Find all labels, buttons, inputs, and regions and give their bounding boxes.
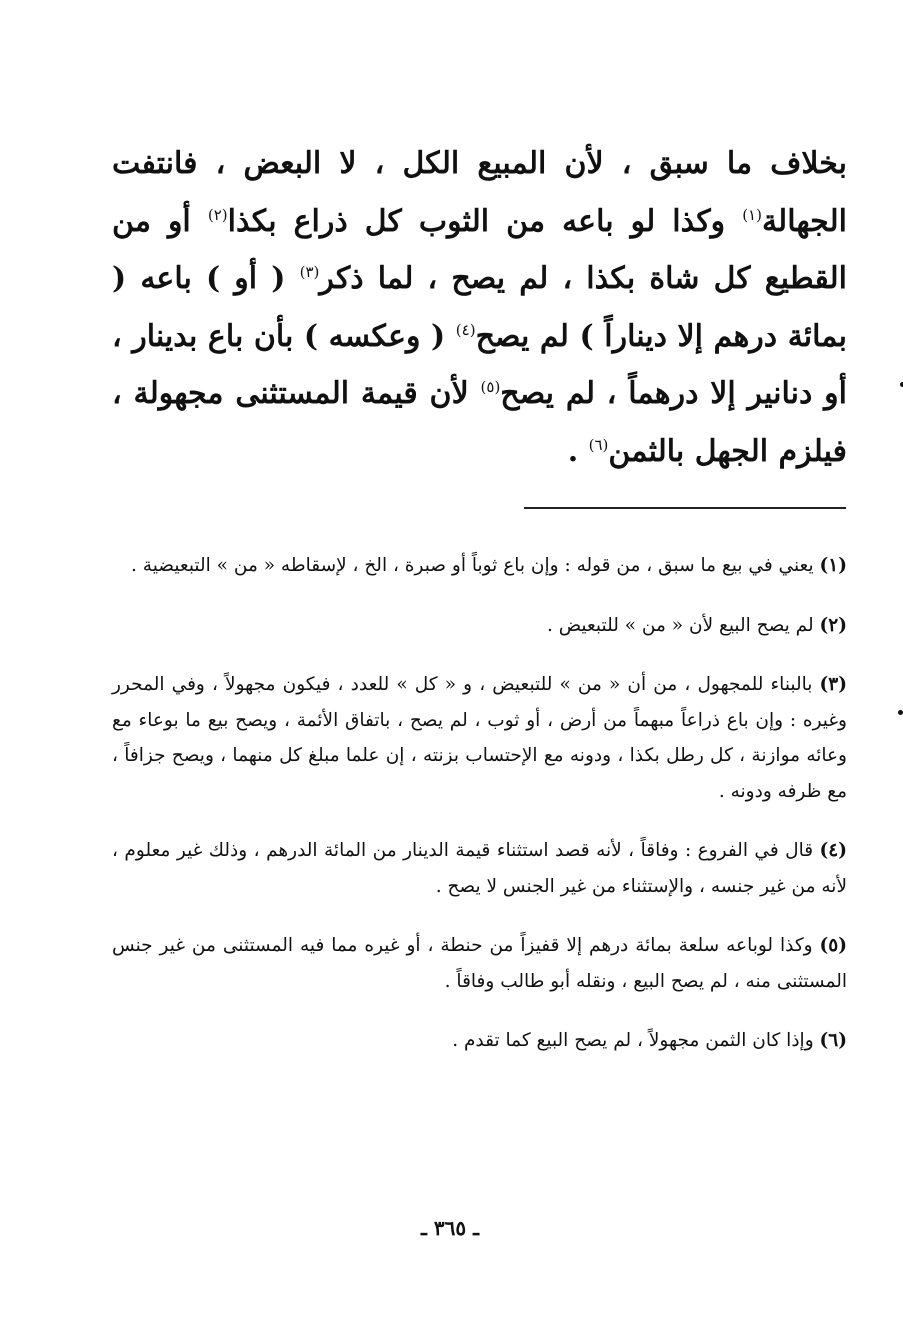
- footnote-divider: [524, 507, 846, 509]
- footnote-text: لم يصح البيع لأن « من » للتبعيض .: [546, 614, 814, 636]
- footnote-text: يعني في بيع ما سبق ، من قوله : وإن باع ثوباً أو صبرة ، الخ ، لإسقاطه « من » التبعيضية .: [131, 555, 814, 576]
- footnote-number: (٦): [819, 1030, 847, 1051]
- footnote-number: (١): [819, 555, 847, 576]
- main-text-part-5: ( وعكسه ) بأن باع بدينار ، أو دنانير إلا درهماً ، لم يصح: [112, 318, 847, 411]
- footnote-text: قال في الفروع : وفاقاً ، لأنه قصد استثناء قيمة الدينار من المائة الدرهم ، وذلك غير معلوم ، لأنه من غير جنسه ، والإستثناء من غير الجنس لا يصح .: [112, 840, 847, 897]
- main-text-part-2: وكذا لو باعه من الثوب كل ذراع بكذا: [227, 203, 743, 239]
- footnote-number: (٢): [819, 614, 847, 636]
- main-text: [112, 135, 847, 480]
- footnote-marker-1: (١): [742, 205, 762, 224]
- footnote-text: وإذا كان الثمن مجهولاً ، لم يصح البيع كما تقدم .: [452, 1030, 814, 1051]
- footnote-marker-6: (٦): [588, 435, 609, 454]
- margin-dot: [898, 710, 903, 715]
- footnote-6: [112, 1023, 847, 1059]
- footnote-5: [112, 928, 847, 999]
- main-text-part-3: أو من القطيع كل شاة بكذا ، لم يصح ، لما ذكر: [112, 203, 847, 296]
- footnote-2: [112, 608, 847, 644]
- main-paragraph: [112, 135, 847, 480]
- main-text-part-4: ( أو ) باعه ( بمائة درهم إلا ديناراً ) لم يصح: [112, 261, 847, 354]
- footnote-1: [112, 548, 847, 584]
- footnote-marker-3: (٣): [299, 263, 320, 281]
- footnote-number: (٤): [819, 840, 847, 861]
- footnote-3: [112, 667, 847, 809]
- main-text-part-1: بخلاف ما سبق ، لأن المبيع الكل ، لا البعض ، فانتفت الجهالة: [112, 146, 848, 239]
- footnote-4: [112, 833, 847, 904]
- footnote-number: (٥): [819, 935, 847, 956]
- footnote-marker-5: (٥): [480, 378, 501, 396]
- footnote-text: وكذا لوباعه سلعة بمائة درهم إلا قفيزاً من حنطة ، أو غيره مما فيه المستثنى من غير جنس المستثنى منه ، لم يصح البيع ، ونقله أبو طالب وفاقاً .: [112, 935, 847, 992]
- main-text-part-7: .: [567, 433, 589, 469]
- footnote-number: (٣): [819, 674, 847, 695]
- main-text-part-6: لأن قيمة المستثنى مجهولة ، فيلزم الجهل بالثمن: [112, 376, 847, 469]
- page-number: ـ ٣٦٥ ـ: [421, 1216, 479, 1240]
- footnote-text: بالبناء للمجهول ، من أن « من » للتبعيض ، و « كل » للعدد ، فيكون مجهولاً ، وفي المحرر وغيره : وإن باع ذراعاً مبهماً من أرض ، أو ثوب ، لم يصح ، باتفاق الأئمة ، ويصح بيع ما بوعاء مع وعائه موازنة ، كل رطل بكذا ، ودونه مع الإحتساب بزنته ، إن علما مبلغ كل منهما ، ويصح جزافاً ، مع ظرفه ودونه .: [112, 674, 847, 802]
- footnote-marker-2: (٢): [207, 205, 228, 224]
- footnotes: [112, 548, 847, 1083]
- footnote-marker-4: (٤): [455, 320, 476, 339]
